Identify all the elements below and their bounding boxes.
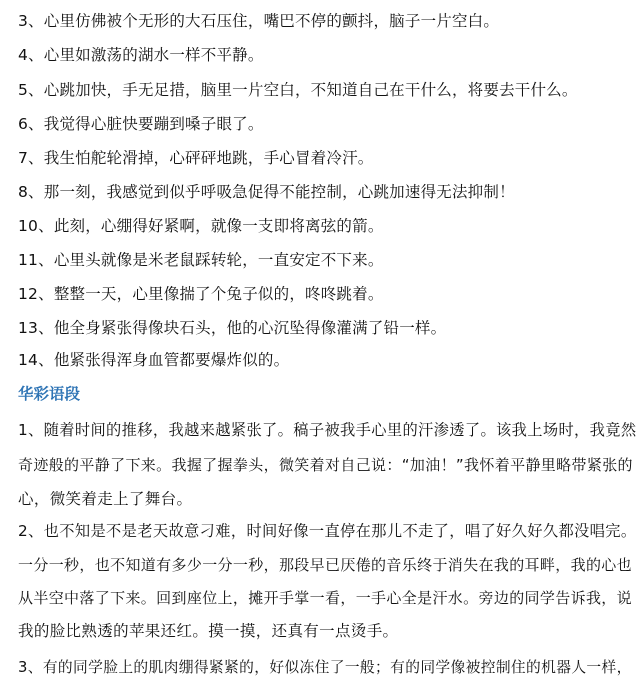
paragraph-line: 一分一秒，也不知道有多少一分一秒，那段早已厌倦的音乐终于消失在我的耳畔，我的心也	[18, 556, 633, 574]
paragraph-line: 1、随着时间的推移，我越来越紧张了。稿子被我手心里的汗渗透了。该我上场时，我竟然	[18, 421, 637, 439]
list-item: 7、我生怕舵轮滑掉，心砰砰地跳，手心冒着冷汗。	[18, 149, 374, 167]
list-item: 10、此刻，心绷得好紧啊，就像一支即将离弦的箭。	[18, 217, 384, 235]
list-item: 12、整整一天，心里像揣了个兔子似的，咚咚跳着。	[18, 285, 384, 303]
list-item: 3、心里仿佛被个无形的大石压住，嘴巴不停的颤抖，脑子一片空白。	[18, 12, 500, 30]
list-item: 14、他紧张得浑身血管都要爆炸似的。	[18, 351, 290, 369]
list-item: 5、心跳加快，手无足措，脑里一片空白，不知道自己在干什么，将要去干什么。	[18, 81, 578, 99]
paragraph-line: 奇迹般的平静了下来。我握了握拳头，微笑着对自己说：“加油！”我怀着平静里略带紧张的	[18, 456, 633, 474]
list-item: 4、心里如激荡的湖水一样不平静。	[18, 46, 264, 64]
list-item: 6、我觉得心脏快要蹦到嗓子眼了。	[18, 115, 264, 133]
list-item: 13、他全身紧张得像块石头，他的心沉坠得像灌满了铅一样。	[18, 319, 447, 337]
paragraph-line: 我的脸比熟透的苹果还红。摸一摸，还真有一点烫手。	[18, 622, 399, 640]
list-item: 8、那一刻，我感觉到似乎呼吸急促得不能控制，心跳加速得无法抑制！	[18, 183, 515, 201]
section-heading: 华彩语段	[18, 385, 81, 403]
paragraph-line: 2、也不知是不是老天故意刁难，时间好像一直停在那儿不走了，唱了好久好久都没唱完。	[18, 522, 637, 540]
paragraph-line: 心，微笑着走上了舞台。	[18, 490, 193, 508]
list-item: 11、心里头就像是米老鼠踩转轮，一直安定不下来。	[18, 251, 384, 269]
paragraph-line: 3、有的同学脸上的肌肉绷得紧紧的，好似冻住了一般；有的同学像被控制住的机器人一样，	[18, 659, 632, 676]
paragraph-line: 从半空中落了下来。回到座位上，摊开手掌一看，一手心全是汗水。旁边的同学告诉我，说	[18, 589, 633, 607]
